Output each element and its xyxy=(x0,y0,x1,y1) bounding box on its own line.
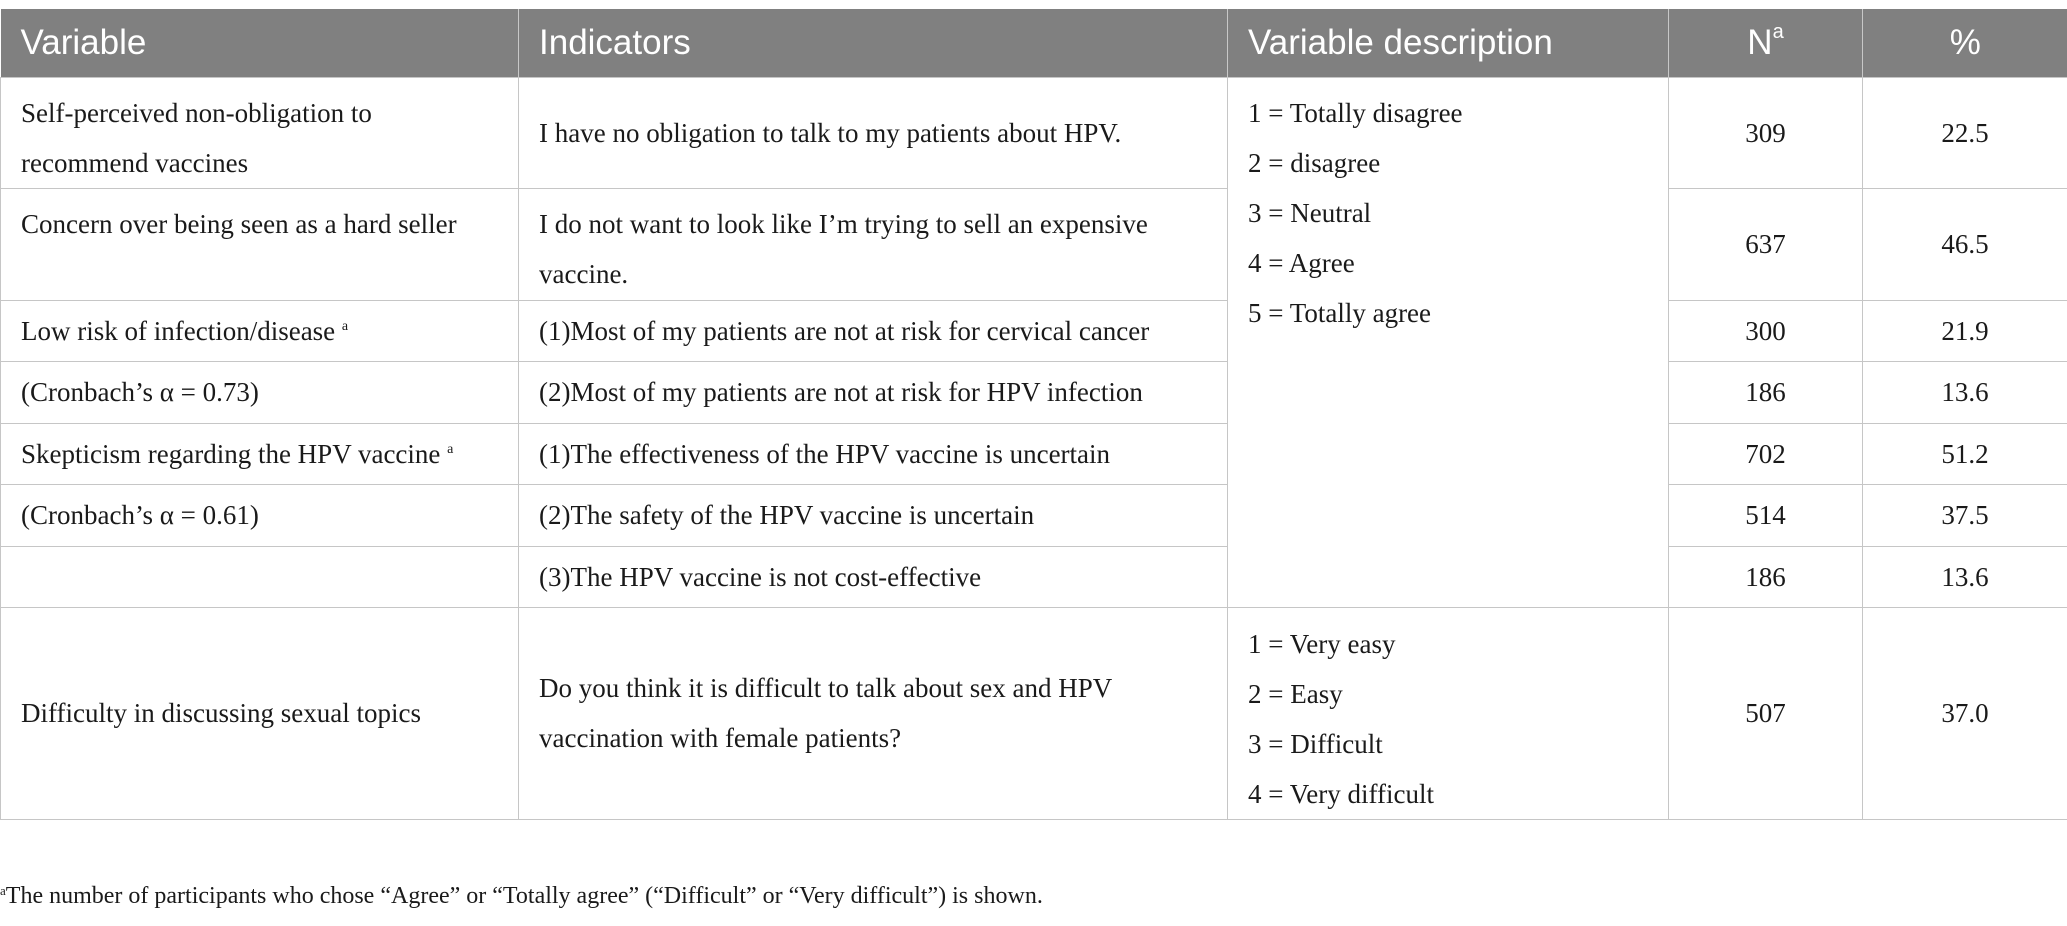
cell-percent: 21.9 xyxy=(1863,300,2067,361)
footnote-marker: a xyxy=(341,318,349,334)
table-body xyxy=(1,77,2067,819)
cell-n: 186 xyxy=(1669,546,1863,607)
table-row xyxy=(1,300,2067,361)
table-row xyxy=(1,361,2067,423)
cell-variable-text: Skepticism regarding the HPV vaccine xyxy=(21,438,441,469)
cell-percent: 13.6 xyxy=(1863,361,2067,423)
data-table xyxy=(0,9,2067,820)
header-n-footnote-marker: a xyxy=(1772,20,1784,43)
cell-indicator: I have no obligation to talk to my patients about HPV. xyxy=(519,77,1228,188)
cell-n: 702 xyxy=(1669,423,1863,484)
footnote-text: The number of participants who chose “Agree” or “Totally agree” (“Difficult” or “Very difficult”) is shown. xyxy=(5,883,1043,909)
footnote-marker: a xyxy=(0,883,6,898)
scale-option: 1 = Totally disagree xyxy=(1248,97,1463,128)
cell-n: 507 xyxy=(1669,607,1863,819)
scale-option: 3 = Neutral xyxy=(1248,197,1372,228)
cell-variable xyxy=(1,300,519,361)
cell-indicator: (2)Most of my patients are not at risk for HPV infection xyxy=(519,361,1228,423)
table-row xyxy=(1,546,2067,607)
cell-variable: (Cronbach’s α = 0.61) xyxy=(1,484,519,546)
cell-percent: 37.0 xyxy=(1863,607,2067,819)
header-n xyxy=(1669,9,1863,77)
cell-variable: Difficulty in discussing sexual topics xyxy=(1,607,519,819)
cell-variable xyxy=(1,423,519,484)
cell-percent: 37.5 xyxy=(1863,484,2067,546)
cell-indicator: (1)Most of my patients are not at risk for cervical cancer xyxy=(519,300,1228,361)
cell-percent: 51.2 xyxy=(1863,423,2067,484)
cell-n: 300 xyxy=(1669,300,1863,361)
cell-percent: 46.5 xyxy=(1863,188,2067,300)
table-row xyxy=(1,484,2067,546)
cell-n: 309 xyxy=(1669,77,1863,188)
cell-variable: Concern over being seen as a hard seller xyxy=(1,188,519,300)
cell-difficulty-scale xyxy=(1228,607,1669,819)
cell-indicator: (1)The effectiveness of the HPV vaccine is uncertain xyxy=(519,423,1228,484)
scale-option: 1 = Very easy xyxy=(1248,628,1396,659)
header-row xyxy=(1,9,2067,77)
cell-variable: Self-perceived non-obligation to recommend vaccines xyxy=(1,77,519,188)
cell-indicator: Do you think it is difficult to talk about sex and HPV vaccination with female patients? xyxy=(519,607,1228,819)
cell-indicator: (3)The HPV vaccine is not cost-effective xyxy=(519,546,1228,607)
scale-option: 4 = Very difficult xyxy=(1248,778,1434,809)
cell-variable: (Cronbach’s α = 0.73) xyxy=(1,361,519,423)
cell-n: 637 xyxy=(1669,188,1863,300)
table-footnote xyxy=(0,883,1043,910)
scale-option: 5 = Totally agree xyxy=(1248,297,1432,328)
cell-n: 186 xyxy=(1669,361,1863,423)
scale-option: 3 = Difficult xyxy=(1248,728,1383,759)
scale-option: 2 = Easy xyxy=(1248,678,1343,709)
table-row xyxy=(1,77,2067,188)
cell-percent: 22.5 xyxy=(1863,77,2067,188)
table-row xyxy=(1,188,2067,300)
header-variable-description: Variable description xyxy=(1228,9,1669,77)
header-percent: % xyxy=(1863,9,2067,77)
cell-indicator: I do not want to look like I’m trying to sell an expensive vaccine. xyxy=(519,188,1228,300)
cell-n: 514 xyxy=(1669,484,1863,546)
header-indicators: Indicators xyxy=(519,9,1228,77)
header-n-label: N xyxy=(1747,22,1773,62)
cell-variable xyxy=(1,546,519,607)
cell-agreement-scale xyxy=(1228,77,1669,607)
cell-percent: 13.6 xyxy=(1863,546,2067,607)
table-row xyxy=(1,607,2067,819)
header-variable: Variable xyxy=(1,9,519,77)
cell-indicator: (2)The safety of the HPV vaccine is uncertain xyxy=(519,484,1228,546)
scale-option: 2 = disagree xyxy=(1248,147,1381,178)
table-header xyxy=(1,9,2067,77)
table-row xyxy=(1,423,2067,484)
scale-option: 4 = Agree xyxy=(1248,247,1355,278)
footnote-marker: a xyxy=(447,441,454,457)
cell-variable-text: Low risk of infection/disease xyxy=(21,315,336,346)
